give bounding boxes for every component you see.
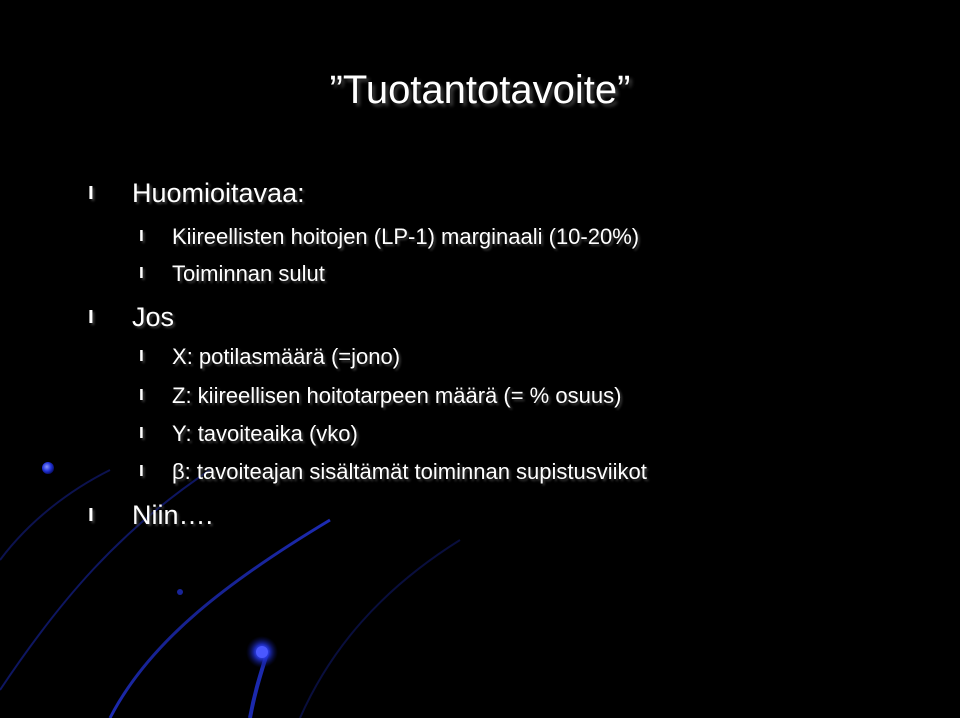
bullet-x xyxy=(139,344,401,370)
bullet-text: : tavoiteajan sisältämät toiminnan supistusviikot xyxy=(184,459,647,484)
variable-key: Z xyxy=(172,383,186,408)
bullet-toiminnan-sulut xyxy=(139,261,325,287)
glow-dot-tiny xyxy=(177,589,183,595)
bullet-marker: l xyxy=(139,464,144,480)
bullet-marker: l xyxy=(88,506,94,526)
bullet-text: Toiminnan sulut xyxy=(172,261,325,286)
bullet-jos xyxy=(88,302,175,333)
bullet-niin xyxy=(88,500,214,531)
glow-dot-small xyxy=(42,462,54,474)
bullet-huomioitavaa xyxy=(88,178,305,209)
bullet-text: Niin…. xyxy=(132,500,214,530)
bullet-marker: l xyxy=(88,184,94,204)
bullet-beta xyxy=(139,459,647,485)
bullet-text: : kiireellisen hoitotarpeen määrä (= % osuus) xyxy=(185,383,622,408)
arc-line-1 xyxy=(110,520,330,718)
arc-line-5 xyxy=(300,540,460,718)
bullet-marker: l xyxy=(139,426,144,442)
bullet-text: : tavoiteaika (vko) xyxy=(185,421,358,446)
bullet-z xyxy=(139,383,622,409)
bullet-text: Jos xyxy=(132,302,175,332)
bullet-marker: l xyxy=(139,388,144,404)
variable-key: X xyxy=(172,344,187,369)
bullet-text: Huomioitavaa: xyxy=(132,178,305,208)
bullet-marker: l xyxy=(88,308,94,328)
bullet-marker: l xyxy=(139,349,144,365)
bullet-y xyxy=(139,421,358,447)
bullet-kiireellisten xyxy=(139,224,640,250)
variable-key: Y xyxy=(172,421,186,446)
slide-title: ”Tuotantotavoite” xyxy=(329,68,631,112)
bullet-marker: l xyxy=(139,229,144,245)
variable-key: β xyxy=(172,459,185,484)
bullet-text: : potilasmäärä (=jono) xyxy=(186,344,401,369)
glow-dot-core xyxy=(256,646,268,658)
bullet-text: Kiireellisten hoitojen (LP-1) marginaali (10-20%) xyxy=(172,224,640,249)
bullet-marker: l xyxy=(139,266,144,282)
